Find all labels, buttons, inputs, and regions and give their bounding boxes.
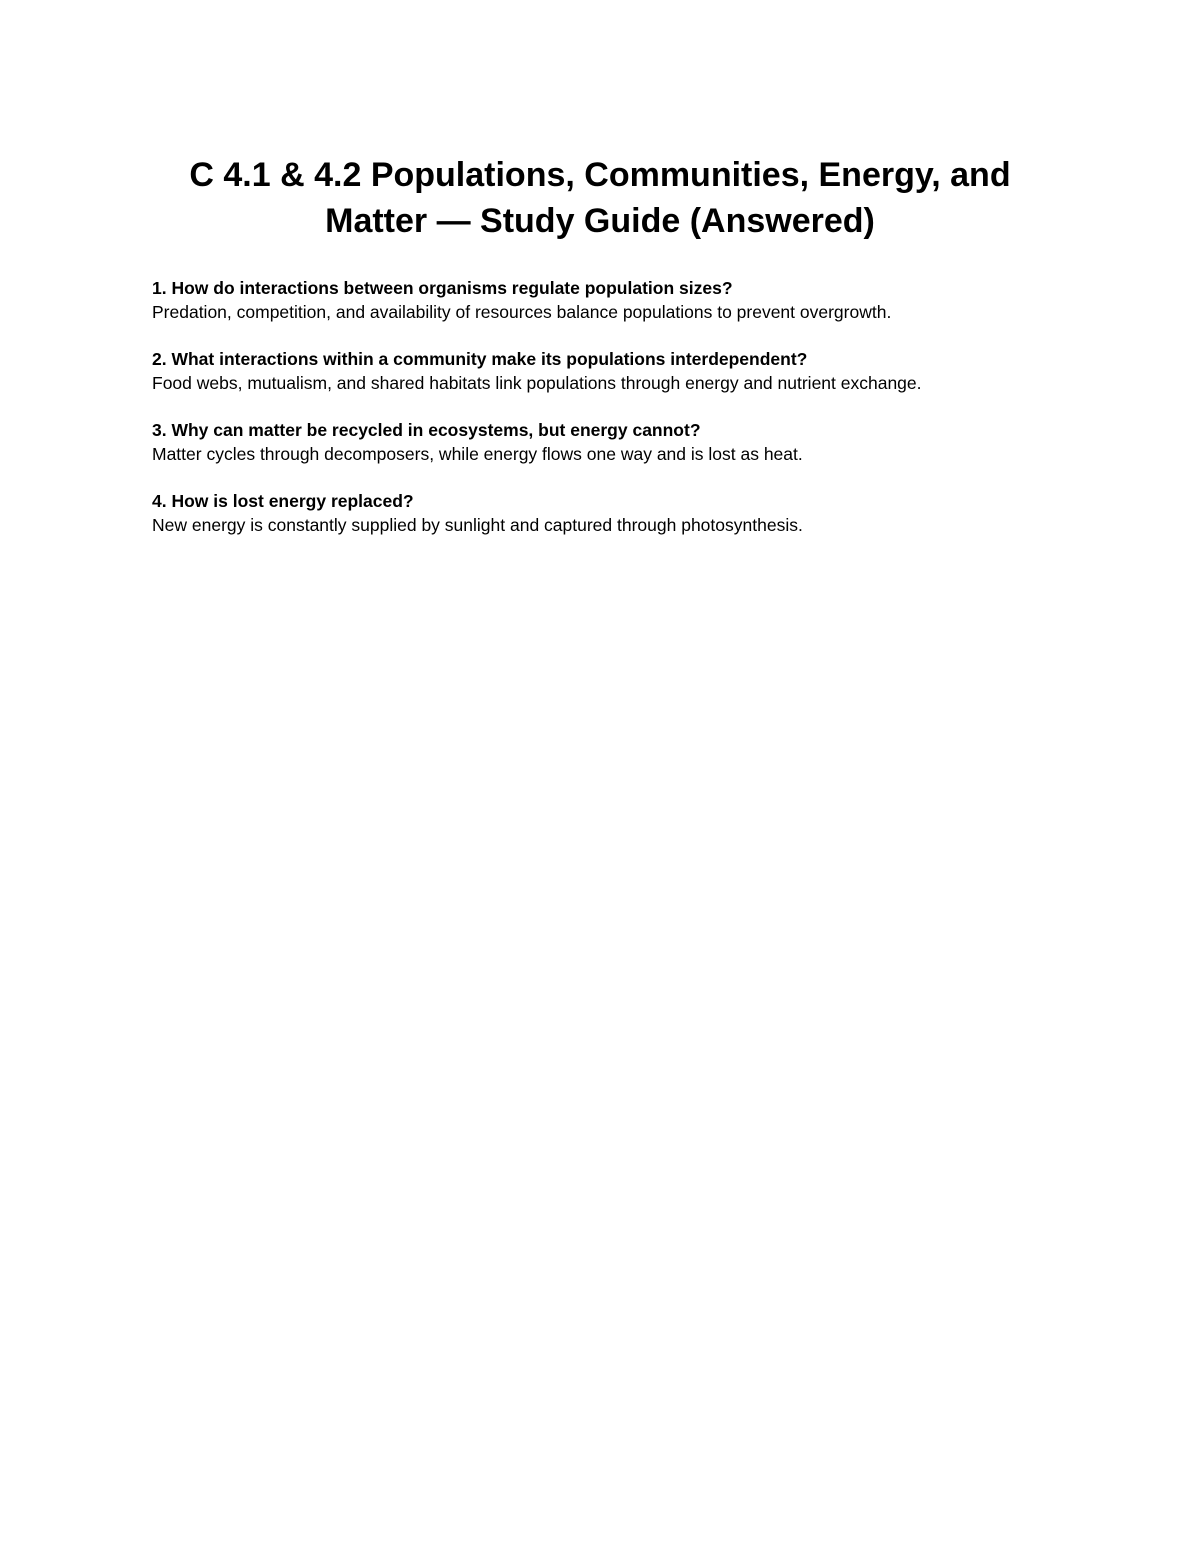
question-1: 1. How do interactions between organisms regulate population sizes? — [152, 278, 733, 298]
answer-3: Matter cycles through decomposers, while energy flows one way and is lost as heat. — [152, 444, 803, 464]
qa-item-4 — [152, 489, 1072, 537]
question-4: 4. How is lost energy replaced? — [152, 491, 414, 511]
qa-item-3 — [152, 418, 1072, 466]
answer-4: New energy is constantly supplied by sunlight and captured through photosynthesis. — [152, 515, 803, 535]
title-line-2: Matter — Study Guide (Answered) — [325, 202, 875, 240]
page-title — [140, 152, 1060, 244]
question-answer-list — [152, 276, 1072, 560]
question-2: 2. What interactions within a community make its populations interdependent? — [152, 349, 808, 369]
title-line-1: C 4.1 & 4.2 Populations, Communities, Energy, and — [189, 156, 1011, 194]
qa-item-1 — [152, 276, 1072, 324]
qa-item-2 — [152, 347, 1072, 395]
answer-2: Food webs, mutualism, and shared habitats link populations through energy and nutrient exchange. — [152, 373, 922, 393]
question-3: 3. Why can matter be recycled in ecosystems, but energy cannot? — [152, 420, 701, 440]
answer-1: Predation, competition, and availability of resources balance populations to prevent overgrowth. — [152, 302, 892, 322]
